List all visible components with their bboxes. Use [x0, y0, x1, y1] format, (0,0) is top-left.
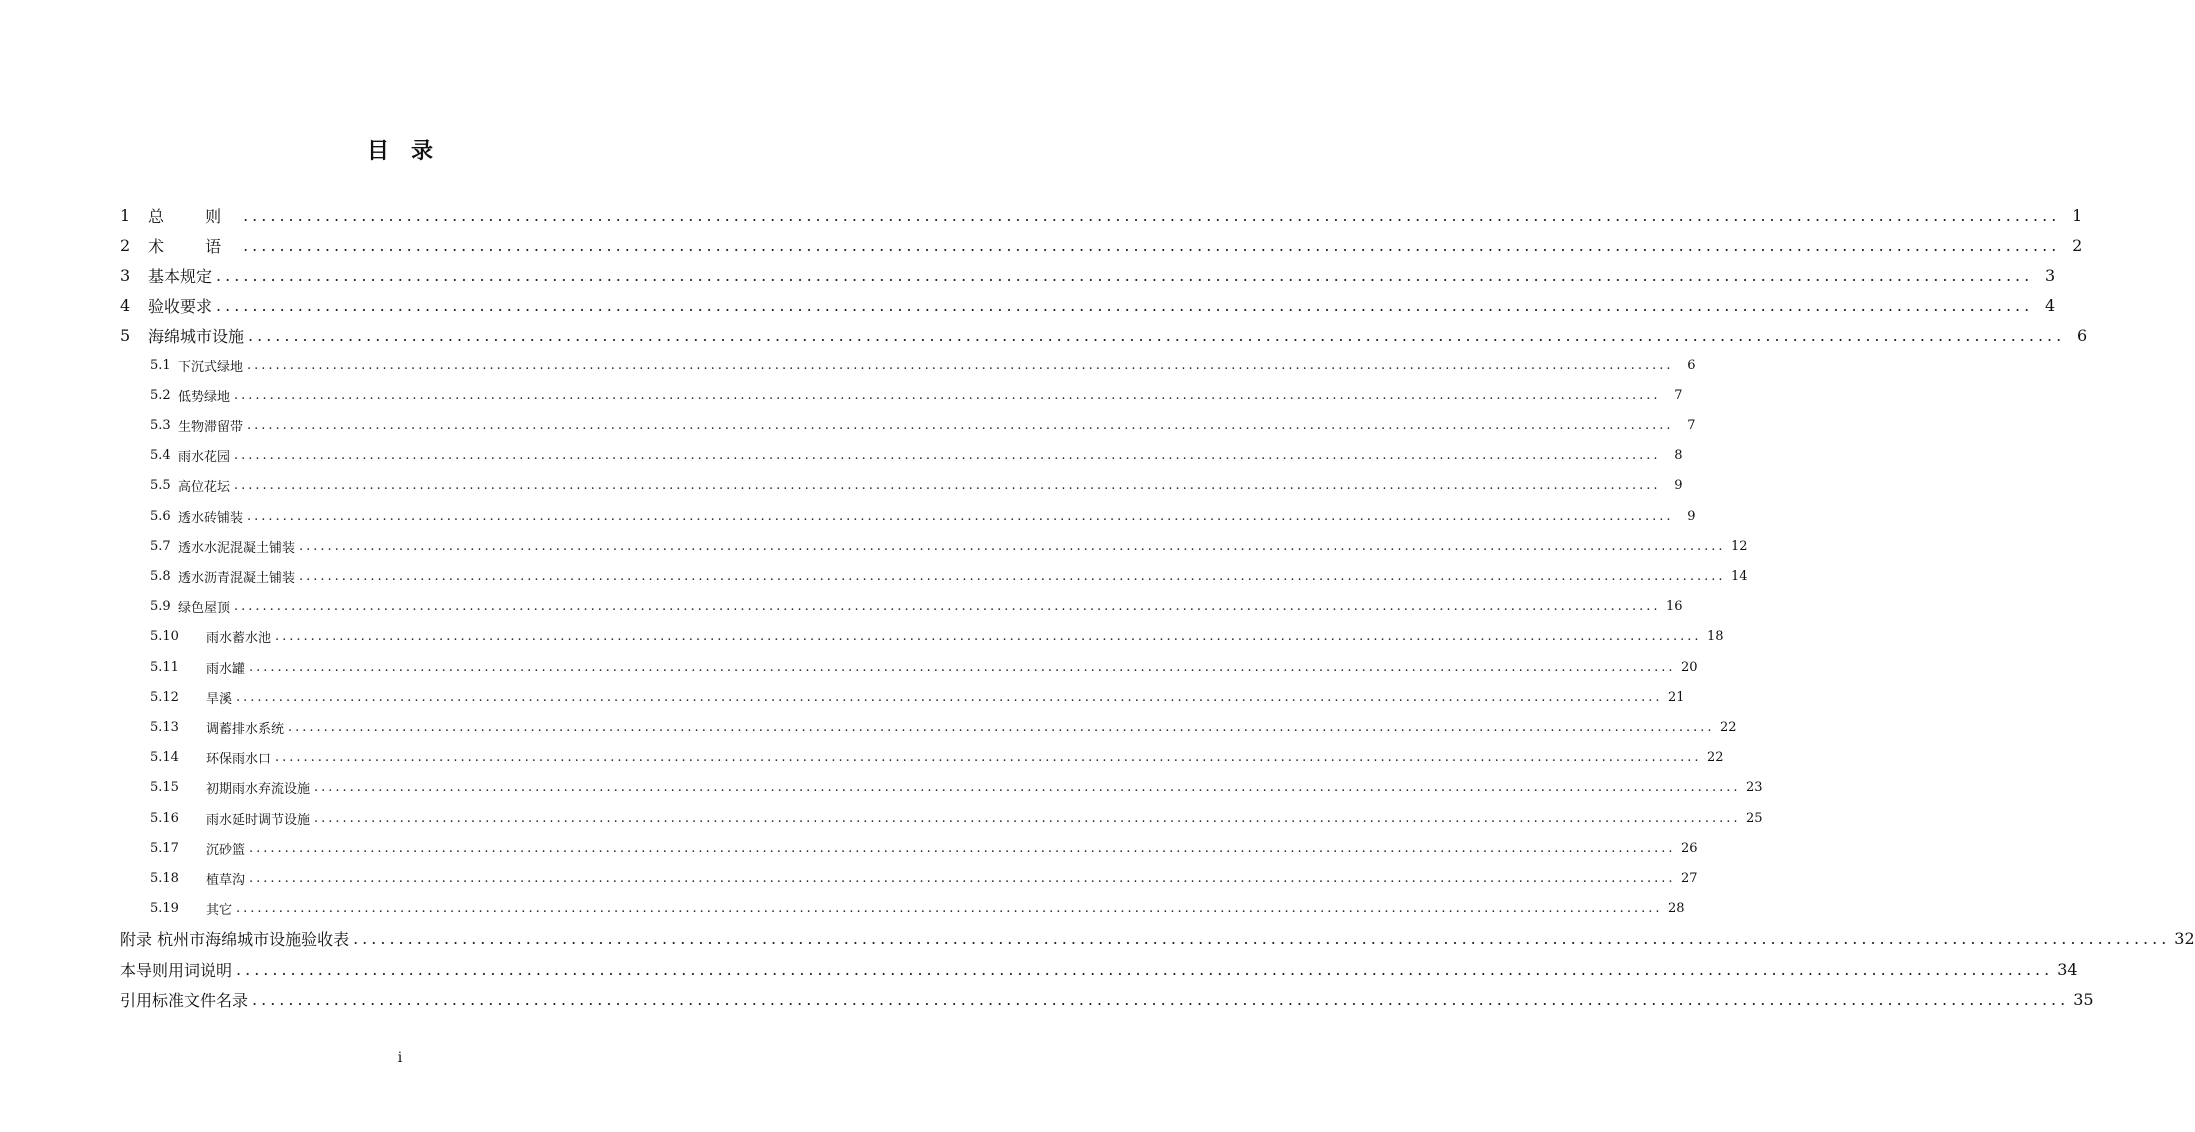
toc-subentry[interactable] [150, 410, 1696, 440]
toc-entry-label: 海绵城市设施 [148, 326, 245, 346]
toc-entry-label: 低势绿地 [178, 389, 231, 405]
toc-entry-number: 5.17 [150, 840, 179, 856]
toc-entry-label: 下沉式绿地 [178, 359, 244, 375]
toc-entry-page: 7 [1687, 417, 1696, 433]
dot-leader: ........................................................................................................................................................................................................ [234, 448, 1661, 464]
dot-leader: ........................................................................................................................................................................................................ [249, 659, 1676, 675]
dot-leader: ........................................................................................................................................................................................................ [247, 508, 1674, 524]
toc-entry-number: 5.14 [150, 750, 179, 766]
title-char-1: 目 [366, 139, 389, 164]
toc-entry-label: 附录 杭州市海绵城市设施验收表 [120, 930, 350, 950]
toc-entry[interactable] [120, 924, 2195, 954]
toc-entry-label: 透水沥青混凝土铺装 [178, 570, 296, 586]
page-number-footer: i [397, 1050, 403, 1066]
dot-leader: ........................................................................................................................................................................................................ [236, 901, 1663, 917]
dot-leader: ........................................................................................................................................................................................................ [249, 870, 1676, 886]
toc-entry-number: 3 [120, 265, 131, 285]
toc-entry-page: 34 [2057, 959, 2078, 979]
toc-entry-number: 5.13 [150, 719, 179, 735]
toc-entry-page: 7 [1674, 387, 1683, 403]
toc-entry[interactable] [120, 260, 2056, 290]
toc-subentry[interactable] [150, 380, 1683, 410]
toc-entry-label: 引用标准文件名录 [120, 991, 249, 1011]
toc-entry-page: 9 [1687, 508, 1696, 524]
toc-entry[interactable] [120, 230, 2083, 260]
toc-entry[interactable] [120, 200, 2083, 230]
toc-subentry[interactable] [150, 350, 1696, 380]
toc-entry-number: 1 [120, 205, 131, 225]
toc-entry-label: 调蓄排水系统 [206, 721, 285, 737]
dot-leader: ........................................................................................................................................................................................................ [299, 538, 1726, 554]
toc-entry-label: 高位花坛 [178, 480, 231, 496]
toc-entry-page: 4 [2045, 295, 2056, 315]
toc-entry-page: 22 [1719, 719, 1737, 735]
toc-entry-page: 32 [2174, 929, 2195, 949]
toc-entry-number: 5.3 [150, 417, 171, 433]
toc-entry-label: 雨水蓄水池 [206, 631, 272, 647]
toc-entry-page: 6 [1687, 357, 1696, 373]
dot-leader: ........................................................................................................................................................................................................ [243, 235, 2061, 255]
dot-leader: ........................................................................................................................................................................................................ [216, 265, 2034, 285]
dot-leader: ........................................................................................................................................................................................................ [314, 810, 1741, 826]
toc-subentry[interactable] [150, 561, 1748, 591]
toc-entry-number: 5.15 [150, 780, 179, 796]
toc-entry-number: 5.19 [150, 901, 179, 917]
toc-entry[interactable] [120, 290, 2056, 320]
dot-leader: ........................................................................................................................................................................................................ [234, 599, 1661, 615]
toc-entry-label: 雨水罐 [206, 661, 246, 677]
toc-entry-label: 验收要求 [148, 296, 213, 316]
toc-entry-page: 18 [1706, 629, 1724, 645]
toc-subentry[interactable] [150, 743, 1724, 773]
toc-entry-label: 雨水花园 [178, 450, 231, 466]
toc-entry-label: 环保雨水口 [206, 752, 272, 768]
dot-leader: ........................................................................................................................................................................................................ [299, 568, 1726, 584]
toc-entry-label: 沉砂篮 [206, 842, 246, 858]
title-char-2: 录 [411, 139, 434, 164]
dot-leader: ........................................................................................................................................................................................................ [216, 295, 2034, 315]
toc-entry-page: 23 [1745, 780, 1763, 796]
toc-entry-number: 5.18 [150, 870, 179, 886]
toc-entry-page: 26 [1680, 840, 1698, 856]
toc-subentry[interactable] [150, 833, 1698, 863]
toc-entry-label: 植草沟 [206, 872, 246, 888]
dot-leader: ........................................................................................................................................................................................................ [248, 325, 2066, 345]
toc-entry-number: 5.11 [150, 659, 179, 675]
toc-entry[interactable] [120, 320, 2088, 350]
dot-leader: ........................................................................................................................................................................................................ [288, 719, 1715, 735]
dot-leader: ........................................................................................................................................................................................................ [243, 205, 2061, 225]
page-title [0, 134, 800, 165]
toc-entry-number: 5.4 [150, 448, 171, 464]
toc-subentry[interactable] [150, 652, 1698, 682]
toc-entry-page: 2 [2072, 235, 2083, 255]
toc-entry-page: 28 [1667, 901, 1685, 917]
toc-entry-page: 3 [2045, 265, 2056, 285]
toc-entry-label: 初期雨水弃流设施 [206, 782, 311, 798]
toc-entry-label: 旱溪 [206, 691, 233, 707]
toc-entry-label: 总 则 [148, 206, 240, 226]
toc-entry-page: 8 [1674, 448, 1683, 464]
toc-subentry[interactable] [150, 501, 1696, 531]
toc-entry-page: 27 [1680, 870, 1698, 886]
toc-subentry[interactable] [150, 894, 1685, 924]
toc-subentry[interactable] [150, 471, 1683, 501]
toc-entry-number: 5.1 [150, 357, 171, 373]
dot-leader: ........................................................................................................................................................................................................ [275, 750, 1702, 766]
dot-leader: ........................................................................................................................................................................................................ [236, 959, 2054, 979]
toc-entry-page: 12 [1730, 538, 1748, 554]
toc-entry-number: 5.5 [150, 478, 171, 494]
toc-subentry[interactable] [150, 441, 1683, 471]
toc-subentry[interactable] [150, 863, 1698, 893]
toc-entry-label: 绿色屋顶 [178, 601, 231, 617]
toc-entry-page: 1 [2072, 205, 2083, 225]
toc-entry-page: 22 [1706, 750, 1724, 766]
dot-leader: ........................................................................................................................................................................................................ [236, 689, 1663, 705]
toc-entry-number: 4 [120, 295, 131, 315]
toc-entry-label: 透水水泥混凝土铺装 [178, 540, 296, 556]
dot-leader: ........................................................................................................................................................................................................ [247, 417, 1674, 433]
dot-leader: ........................................................................................................................................................................................................ [252, 990, 2070, 1010]
dot-leader: ........................................................................................................................................................................................................ [314, 780, 1741, 796]
toc-entry-number: 5.12 [150, 689, 179, 705]
toc-subentry[interactable] [150, 592, 1683, 622]
toc-entry-number: 5.2 [150, 387, 171, 403]
toc-entry-number: 2 [120, 235, 131, 255]
toc-entry-page: 20 [1680, 659, 1698, 675]
dot-leader: ........................................................................................................................................................................................................ [234, 478, 1661, 494]
toc-entry-page: 16 [1665, 599, 1683, 615]
toc-entry[interactable] [120, 954, 2078, 984]
toc-entry-number: 5.8 [150, 568, 171, 584]
toc-entry-page: 6 [2077, 325, 2088, 345]
toc-entry-label: 术 语 [148, 236, 240, 256]
dot-leader: ........................................................................................................................................................................................................ [275, 629, 1702, 645]
toc-entry-page: 9 [1674, 478, 1683, 494]
toc-entry-number: 5 [120, 325, 131, 345]
toc-entry-page: 35 [2073, 990, 2094, 1010]
dot-leader: ........................................................................................................................................................................................................ [249, 840, 1676, 856]
toc-subentry[interactable] [150, 773, 1763, 803]
toc-entry-number: 5.16 [150, 810, 179, 826]
toc-entry[interactable] [120, 985, 2094, 1015]
toc-entry-label: 透水砖铺装 [178, 510, 244, 526]
toc-entry-label: 雨水延时调节设施 [206, 812, 311, 828]
toc-entry-number: 5.6 [150, 508, 171, 524]
toc-entry-number: 5.7 [150, 538, 171, 554]
dot-leader: ........................................................................................................................................................................................................ [247, 357, 1674, 373]
toc-entry-page: 21 [1667, 689, 1685, 705]
toc-entry-page: 25 [1745, 810, 1763, 826]
toc-subentry[interactable] [150, 531, 1748, 561]
toc-subentry[interactable] [150, 682, 1685, 712]
dot-leader: ........................................................................................................................................................................................................ [353, 929, 2171, 949]
toc-subentry[interactable] [150, 712, 1737, 742]
toc-subentry[interactable] [150, 622, 1724, 652]
toc-entry-label: 生物滞留带 [178, 419, 244, 435]
toc-entry-label: 其它 [206, 903, 233, 919]
toc-entry-label: 基本规定 [148, 266, 213, 286]
toc-entry-number: 5.9 [150, 599, 171, 615]
toc-subentry[interactable] [150, 803, 1763, 833]
toc-entry-number: 5.10 [150, 629, 179, 645]
dot-leader: ........................................................................................................................................................................................................ [234, 387, 1661, 403]
toc-entry-label: 本导则用词说明 [120, 960, 233, 980]
toc-entry-page: 14 [1730, 568, 1748, 584]
